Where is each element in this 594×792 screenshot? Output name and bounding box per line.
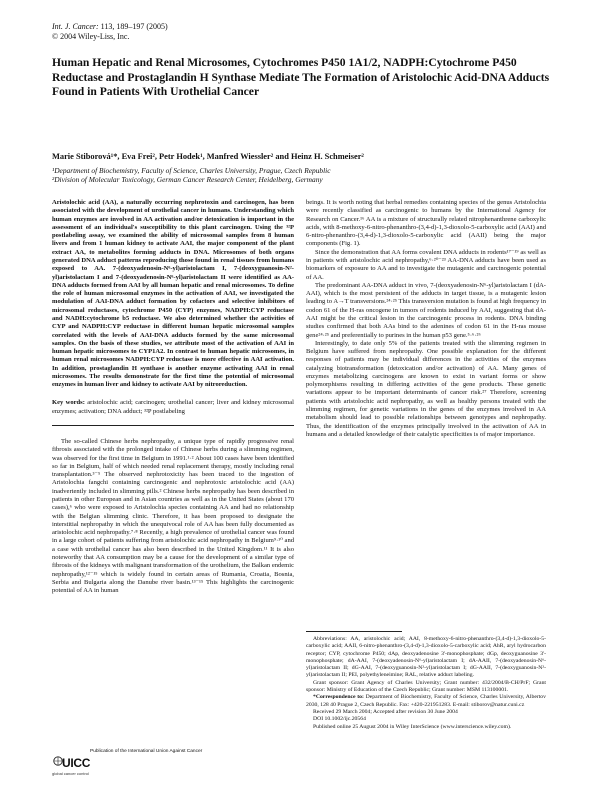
affiliations — [52, 166, 552, 185]
abbreviations-note: Abbreviations: AA, aristolochic acid; AAI, 8-methoxy-6-nitro-phenanthro-(3,4-d)-1,3-dioxolo-5-carboxylic acid; AAII, 6-nitro-phenanthro-(3,4-d)-1,3-dioxolo-5-carboxylic acid; AhR, aryl hydrocarbon receptor; CYP, cytochrome P450; dAp, deoxyadenosine 3'-monophosphate; dGp, deoxyguanosine 3'-monophosphate; dA-AAI, 7-(deoxyadenosin-N⁶-yl)aristolactam I; dA-AAII, 7-(deoxyadenosin-N⁶-yl)aristolactam II; dG-AAI, 7-(deoxyguanosin-N²-yl)aristolactam I; dG-AAII, 7-(deoxyguanosin-N²-yl)aristolactam II; PEI, polyethyleneimine; RAL, relative adduct labeling. — [306, 636, 546, 679]
author-list: Marie Stiborová¹*, Eva Frei², Petr Hodek¹, Manfred Wiessler² and Heinz H. Schmeiser² — [52, 152, 364, 161]
uicc-wordmark: UICC — [62, 756, 91, 770]
journal-header — [52, 22, 168, 42]
keywords-label: Key words: — [52, 399, 85, 407]
article-title: Human Hepatic and Renal Microsomes, Cytochromes P450 1A1/2, NADPH:Cytochrome P450 Reductase and Prostaglandin H Synthase Mediate The Formation of Aristolochic Acid-DNA Adducts Found in Patients With Urothelial Cancer — [52, 56, 550, 99]
grant-note: Grant sponsor: Grant Agency of Charles University; Grant number: 432/2004/B-CH/PrF; Grant sponsor: Ministry of Education of the Czech Republic; Grant number: MSM 113100001. — [306, 679, 546, 694]
uicc-tagline: global cancer control — [52, 771, 89, 776]
doi-note: DOI 10.1002/ijc.20564 — [313, 716, 366, 723]
published-note: Published online 25 August 2004 in Wiley InterScience (www.interscience.wiley.com). — [313, 723, 512, 730]
footnote-divider — [306, 631, 402, 632]
journal-volume-pages: 113, 189–197 (2005) — [98, 22, 168, 31]
publication-note: Publication of the International Union Against Cancer — [90, 749, 203, 754]
journal-citation — [52, 22, 168, 32]
journal-name: Int. J. Cancer: — [52, 22, 99, 31]
section-divider — [52, 425, 294, 426]
right-column — [306, 199, 546, 439]
body-paragraph-1: beings. It is worth noting that herbal remedies containing species of the genus Aristolochia were recently classified as carcinogenic to humans by the International Agency for Research on Cancer.¹⁶ AA is a mixture of structurally related nitrophenanthrene carboxylic acids, with 8-methoxy-6-nitro-phenanthro-(3,4-d)-1,3-dioxolo-5-carboxylic acid (AAI) and 6-nitro-phenanthro-(3,4-d)-1,3-dioxolo-5-carboxylic acid (AAII) being the major components (Fig. 1). — [306, 199, 546, 248]
correspondence-label: *Correspondence to: — [313, 694, 364, 701]
correspondence-note — [306, 694, 546, 709]
left-column — [52, 199, 294, 595]
footnotes — [306, 636, 546, 731]
correspondence-text: Department of Biochemistry, Faculty of Science, Charles University, Albertov 2030, 128 40 Prague 2, Czech Republic. Fax: +420-221951283. E-mail: stiborov@natur.cuni.cz — [306, 694, 546, 708]
affiliation-2: ²Division of Molecular Toxicology, German Cancer Research Center, Heidelberg, Germany — [52, 175, 323, 185]
keywords-text: aristolochic acid; carcinogen; urothelial cancer; liver and kidney microsomal enzymes; activation; DNA adduct; ³²P postlabeling — [52, 399, 294, 415]
body-paragraph-2: Since the demonstration that AA forms covalent DNA adducts in rodents¹⁷⁻¹⁹ as well as in patients with aristolochic acid nephropathy,⁶·²⁰⁻²³ AA-DNA adducts have been used as biomarkers of exposure to AA and to investigate the mutagenic and carcinogenic potential of AA. — [306, 248, 546, 281]
copyright-line: © 2004 Wiley-Liss, Inc. — [52, 32, 130, 41]
introduction-paragraph: The so-called Chinese herbs nephropathy, a unique type of rapidly progressive renal fibrosis associated with the prolonged intake of Chinese herbs during a slimming regimen, was observed for the first time in Belgium in 1991.¹·² About 100 cases have been identified so far in Belgium, half of which needed renal replacement therapy, mostly including renal transplantation.³⁻⁵ The observed nephrotoxicity has been traced to the ingestion of Aristolochia fangchi containing carcinogenic and nephrotoxic aristolochic acid (AA) inadvertently included in slimming pills.² Chinese herbs nephropathy has been described in patients in other European and in Asian countries as well as in the United States (about 170 cases),⁶ who were exposed to Aristolochia species containing AA and had no relationship with the Belgian slimming clinic. Therefore, it has been proposed to designate the interstitial nephropathy in which the unequivocal role of AA has been fully documented as aristolochic acid nephropathy.⁷·⁸ Recently, a high prevalence of urothelial cancer was found in a large cohort of patients suffering from aristolochic acid nephropathy in Belgium⁹·¹⁰ and a case with urothelial cancer has also been described in the United Kingdom.¹¹ It is also noteworthy that AA consumption may be a cause for the development of a similar type of fibrosis of the kidneys with malignant transformation of the urothelium, the Balkan endemic nephropathy,¹²⁻¹⁵ which is widely found in certain areas of Rumania, Croatia, Bosnia, Serbia and Bulgaria along the Danube river basin.¹³⁻¹⁵ This highlights the carcinogenic potential of AA in human — [52, 438, 294, 595]
body-paragraph-3: The predominant AA-DNA adduct in vivo, 7-(deoxyadenosin-N⁶-yl)aristolactam I (dA-AAI), which is the most persistent of the adducts in target tissue, is a mutagenic lesion leading to A→T transversions.²⁴·²⁵ This transversion mutation is found at high frequency in codon 61 of the H-ras oncogene in tumors of rodents induced by AAI, suggesting that dA-AAI might be the critical lesion in the carcinogenic process in rodents. DNA binding studies confirmed that both AAs bind to the adenines of codon 61 in the H-ras mouse gene²⁴·²⁵ and preferentially to purines in the human p53 gene.⁵·⁶·²⁶ — [306, 281, 546, 339]
affiliation-1: ¹Department of Biochemistry, Faculty of Science, Charles University, Prague, Czech Republic — [52, 166, 331, 175]
keywords — [52, 399, 294, 416]
received-note: Received 29 March 2004; Accepted after revision 30 June 2004 — [313, 708, 458, 715]
abstract: Aristolochic acid (AA), a naturally occurring nephrotoxin and carcinogen, has been associated with the development of urothelial cancer in humans. Understanding which human enzymes are involved in AA activation and/or detoxication is important in the assessment of an individual's susceptibility to this plant carcinogen. Using the ³²P postlabeling assay, we examined the ability of microsomal samples from 8 human livers and from 1 human kidney to activate AAI, the major component of the plant extract AA, to metabolites forming adducts in DNA. Microsomes of both organs generated DNA adduct patterns reproducing those found in renal tissues from humans exposed to AA. 7-(deoxyadenosin-N⁶-yl)aristolactam I, 7-(deoxyguanosin-N²-yl)aristolactam I and 7-(deoxyadenosin-N⁶-yl)aristolactam II were identified as AA-DNA adducts formed from AAI by all human hepatic and renal microsomes. To define the role of human microsomal enzymes in the activation of AAI, we investigated the modulation of AAI-DNA adduct formation by cofactors and selective inhibitors of microsomal reductases, cytochrome P450 (CYP) enzymes, NADPH:CYP reductase and NADH:cytochrome b5 reductase. We also determined whether the activities of CYP and NADPH:CYP reductase in different human hepatic microsomal samples correlated with the levels of AAI-DNA adducts formed by the same microsomal samples. On the basis of these studies, we attribute most of the activation of AAI in human hepatic microsomes to CYP1A2. In contrast to human hepatic microsomes, in human renal microsomes NADPH:CYP reductase is more effective in AAI activation. In addition, prostaglandin H synthase is another enzyme activating AAI in renal microsomes. The results demonstrate for the first time the potential of microsomal enzymes in human liver and kidney to activate AAI by nitroreduction. — [52, 199, 294, 389]
body-paragraph-4: Interestingly, to date only 5% of the patients treated with the slimming regimen in Belgium have suffered from nephropathy. One possible explanation for the different responses of patients may be individual differences in the activities of the enzymes catalyzing biotransformation (detoxication and/or activation) of AA. Many genes of enzymes metabolizing carcinogens are known to exist in variant forms or show polymorphisms resulting in differing activities of the gene products. These genetic variations appear to be important determinants of cancer risk.²⁷ Therefore, screening patients with aristolochic acid nephropathy, as well as healthy persons treated with the slimming regimen, for genetic variations in the genes of the enzymes involved in AA metabolism should lead to possible relationships between genotypes and nephropathy. Thus, the identification of the enzymes principally involved in the activation of AA in humans and a detailed knowledge of their catalytic specificities is of major importance. — [306, 339, 546, 438]
